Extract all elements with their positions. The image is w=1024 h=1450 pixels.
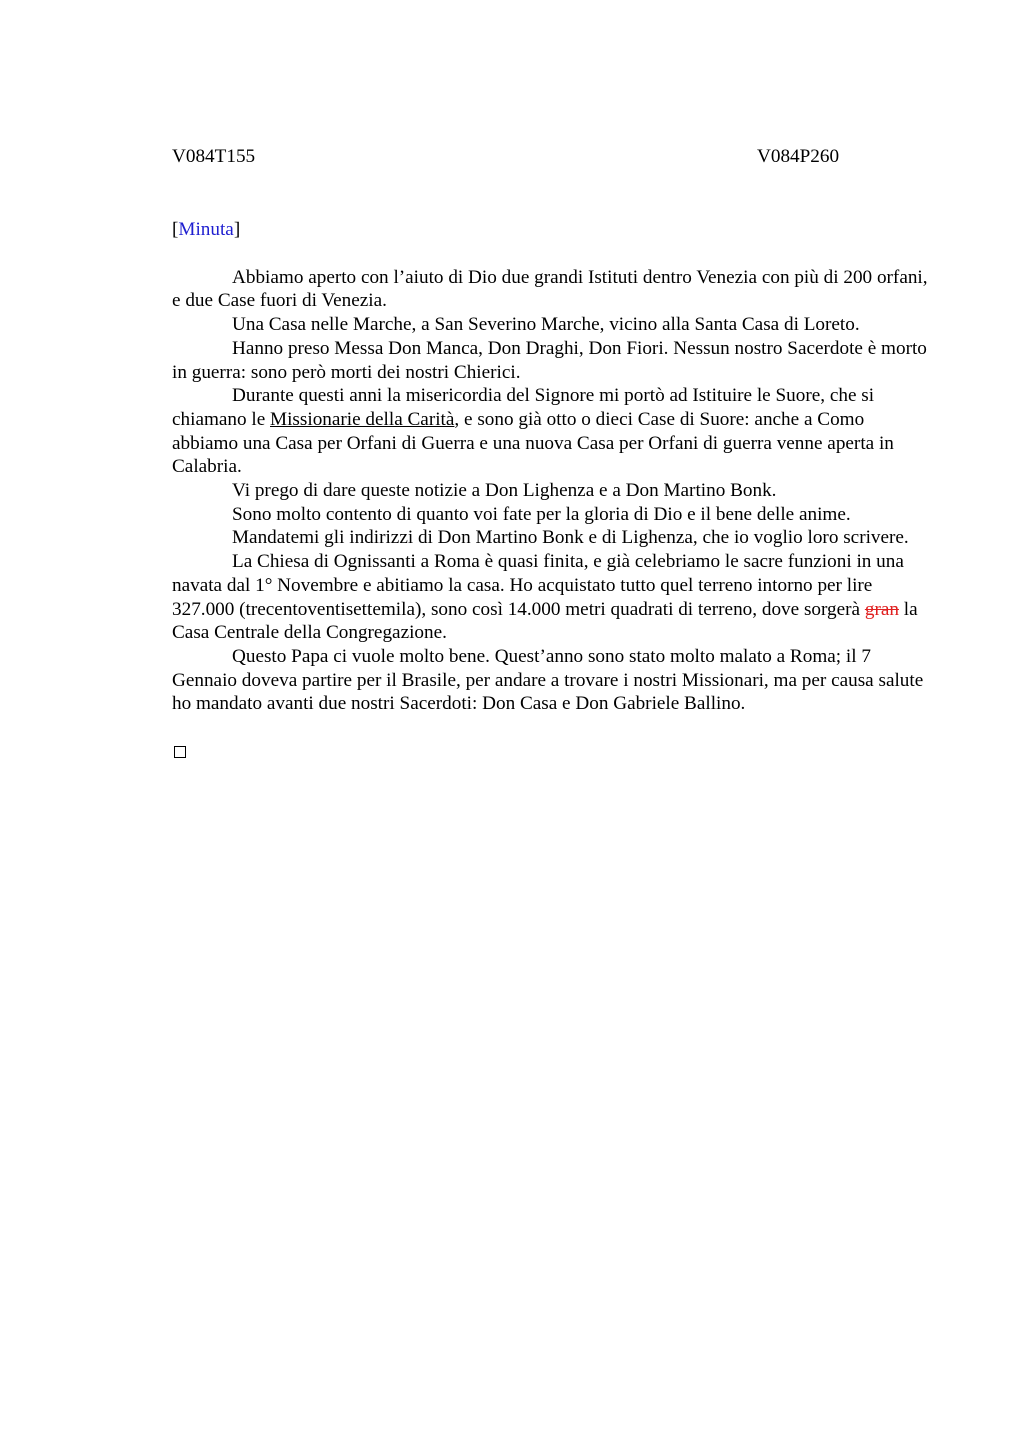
paragraph-7: Mandatemi gli indirizzi di Don Martino Bonk e di Lighenza, che io voglio loro scrivere. bbox=[232, 527, 909, 549]
paragraph-4-text-end: , e sono già otto o dieci Case di Suore: anche a Como abbiamo una Casa per Orfani di Guerra e una nuova Casa per Orfani di guerra venne aperta in Calabria. bbox=[172, 408, 894, 478]
paragraph-6: Sono molto contento di quanto voi fate per la gloria di Dio e il bene delle anime. bbox=[232, 503, 851, 525]
paragraph-8-text-start: La Chiesa di Ognissanti a Roma è quasi finita, e già celebriamo le sacre funzioni in una navata dal 1° Novembre e abitiamo la casa. Ho acquistato tutto quel terreno intorno per lire 327.000 (trecentoventisettemila), sono così 14.000 metri quadrati di terreno, dove sorgerà bbox=[172, 551, 904, 620]
paragraph-4-text-start: Durante questi anni la misericordia del Signore mi portò ad Istituire le Suore, che si chiamano le bbox=[172, 385, 875, 430]
paragraph-8-text-end: la Casa Centrale della Congregazione. bbox=[172, 598, 918, 644]
paragraph-5: Vi prego di dare queste notizie a Don Lighenza e a Don Martino Bonk. bbox=[232, 480, 777, 502]
document-code-right: V084P260 bbox=[757, 146, 840, 167]
tag-word: Minuta bbox=[178, 219, 234, 240]
paragraph-9: Questo Papa ci vuole molto bene. Quest’anno sono stato molto malato a Roma; il 7 Gennaio doveva partire per il Brasile, per andare a trovare i nostri Missionari, ma per causa salute ho mandato avanti due nostri Sacerdoti: Don Casa e Don Gabriele Ballino. bbox=[172, 645, 924, 715]
underlined-name: Missionarie della Carità bbox=[270, 408, 455, 430]
tag-open-bracket: [ bbox=[172, 219, 179, 240]
paragraph-8 bbox=[172, 550, 932, 645]
paragraph-4 bbox=[172, 384, 932, 479]
letter-body bbox=[172, 266, 932, 716]
tag-close-bracket: ] bbox=[233, 219, 241, 240]
document-header bbox=[172, 145, 932, 169]
paragraph-2: Una Casa nelle Marche, a San Severino Marche, vicino alla Santa Casa di Loreto. bbox=[232, 314, 860, 336]
paragraph-3: Hanno preso Messa Don Manca, Don Draghi, Don Fiori. Nessun nostro Sacerdote è morto in guerra: sono però morti dei nostri Chierici. bbox=[172, 337, 927, 383]
document-page bbox=[172, 145, 932, 758]
paragraph-1: Abbiamo aperto con l’aiuto di Dio due grandi Istituti dentro Venezia con più di 200 orfani, e due Case fuori di Venezia. bbox=[172, 266, 928, 312]
end-marker-box-icon bbox=[174, 746, 186, 758]
document-code-left: V084T155 bbox=[172, 146, 256, 167]
struck-word: gran bbox=[864, 598, 899, 620]
document-tag bbox=[172, 218, 932, 242]
